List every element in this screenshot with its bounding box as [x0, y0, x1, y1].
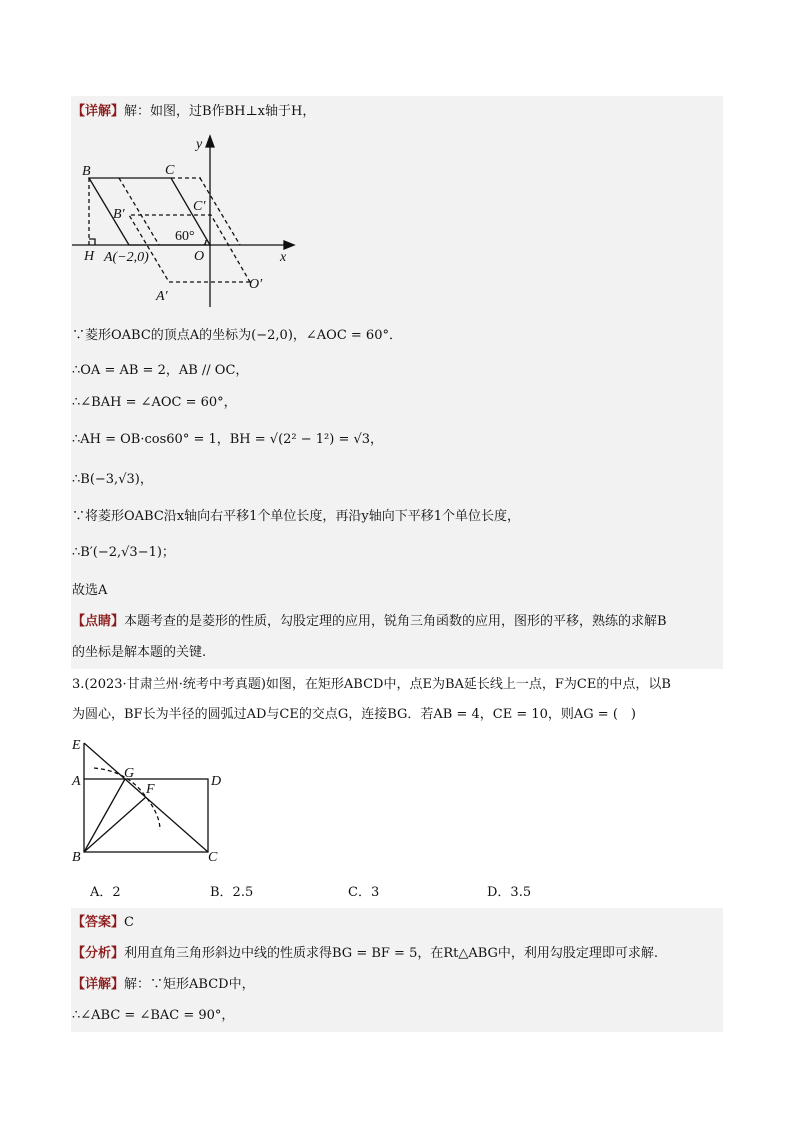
label-A: A(−2,0) — [104, 250, 149, 265]
label-C: C — [208, 850, 218, 865]
answer-value: C — [124, 915, 134, 930]
option-b[interactable]: B．2.5 — [210, 885, 254, 900]
solution-line: ∵将菱形OABC沿x轴向右平移1个单位长度，再沿y轴向下平移1个单位长度， — [72, 509, 521, 524]
label-G: G — [124, 766, 135, 781]
detail-text-2: 解：∵矩形ABCD中， — [124, 977, 255, 992]
label-angle: 60° — [175, 229, 195, 244]
rhombus-translation-figure — [72, 132, 312, 312]
last-line: ∴∠ABC = ∠BAC = 90°， — [72, 1008, 235, 1023]
label-B: B — [72, 850, 81, 865]
label-y: y — [196, 137, 203, 152]
solution-line: ∴OA = AB = 2，AB // OC， — [72, 363, 249, 378]
intermediate-edge — [200, 178, 240, 245]
label-Cprime: C′ — [193, 199, 206, 214]
analysis-line — [72, 944, 658, 964]
analysis-text: 利用直角三角形斜边中线的性质求得BG = BF = 5，在Rt△ABG中，利用勾股定理即可求解. — [124, 946, 659, 961]
option-a[interactable]: A．2 — [90, 885, 121, 900]
question-line-1: 3.(2023·甘肃兰州·统考中考真题)如图，在矩形ABCD中，点E为BA延长线上一点，F为CE的中点，以B — [72, 677, 671, 692]
option-c[interactable]: C．3 — [348, 885, 380, 900]
angle-arc — [204, 240, 206, 245]
solution-line: ∵菱形OABC的顶点A的坐标为(−2,0)，∠AOC = 60°． — [72, 328, 402, 343]
label-O: O — [194, 249, 205, 264]
label-Bprime: B′ — [113, 207, 125, 222]
y-axis-arrow — [206, 136, 214, 147]
label-B: B — [82, 164, 91, 179]
question-line-2: 为圆心，BF长为半径的圆弧过AD与CE的交点G，连接BG．若AB = 4，CE = 10，则AG = ( ) — [72, 707, 636, 722]
rectangle-figure — [68, 735, 238, 865]
comment-tag: 【点睛】 — [72, 614, 125, 629]
label-x: x — [280, 250, 287, 265]
label-F: F — [146, 782, 155, 797]
comment-text: 本题考查的是菱形的性质，勾股定理的应用，锐角三角函数的应用，图形的平移，熟练的求解B — [124, 614, 667, 629]
solution-line: ∴∠BAH = ∠AOC = 60°， — [72, 395, 237, 410]
x-axis-arrow — [284, 241, 294, 249]
label-E: E — [72, 738, 81, 753]
segment-BG — [84, 779, 125, 852]
answer-tag: 【答案】 — [72, 915, 125, 930]
detail-line — [72, 102, 315, 122]
right-angle-mark — [89, 239, 95, 245]
solution-line: ∴B(−3,√3)， — [72, 472, 153, 487]
answer-choice: 故选A — [72, 583, 108, 598]
label-H: H — [84, 249, 95, 264]
label-D: D — [211, 774, 222, 789]
detail-text: 解：如图，过B作BH⊥x轴于H， — [124, 104, 316, 119]
comment-line — [72, 612, 667, 632]
intermediate-edge — [119, 178, 159, 245]
label-A: A — [72, 774, 81, 789]
segment-BF — [84, 797, 146, 852]
label-Oprime: O′ — [249, 277, 263, 292]
option-d[interactable]: D．3.5 — [487, 885, 532, 900]
label-C: C — [165, 163, 175, 178]
solution-line: ∴B′(−2,√3−1)； — [72, 545, 175, 560]
label-Aprime: A′ — [156, 289, 168, 304]
solution-line: ∴AH = OB·cos60° = 1，BH = √(2² − 1²) = √3， — [72, 432, 384, 447]
detail-tag-2: 【详解】 — [72, 977, 125, 992]
analysis-tag: 【分析】 — [72, 946, 125, 961]
answer-line — [72, 913, 134, 933]
translated-rhombus — [129, 215, 250, 282]
comment-line-2: 的坐标是解本题的关键. — [72, 645, 207, 660]
detail-line-2 — [72, 975, 255, 995]
detail-tag: 【详解】 — [72, 104, 125, 119]
